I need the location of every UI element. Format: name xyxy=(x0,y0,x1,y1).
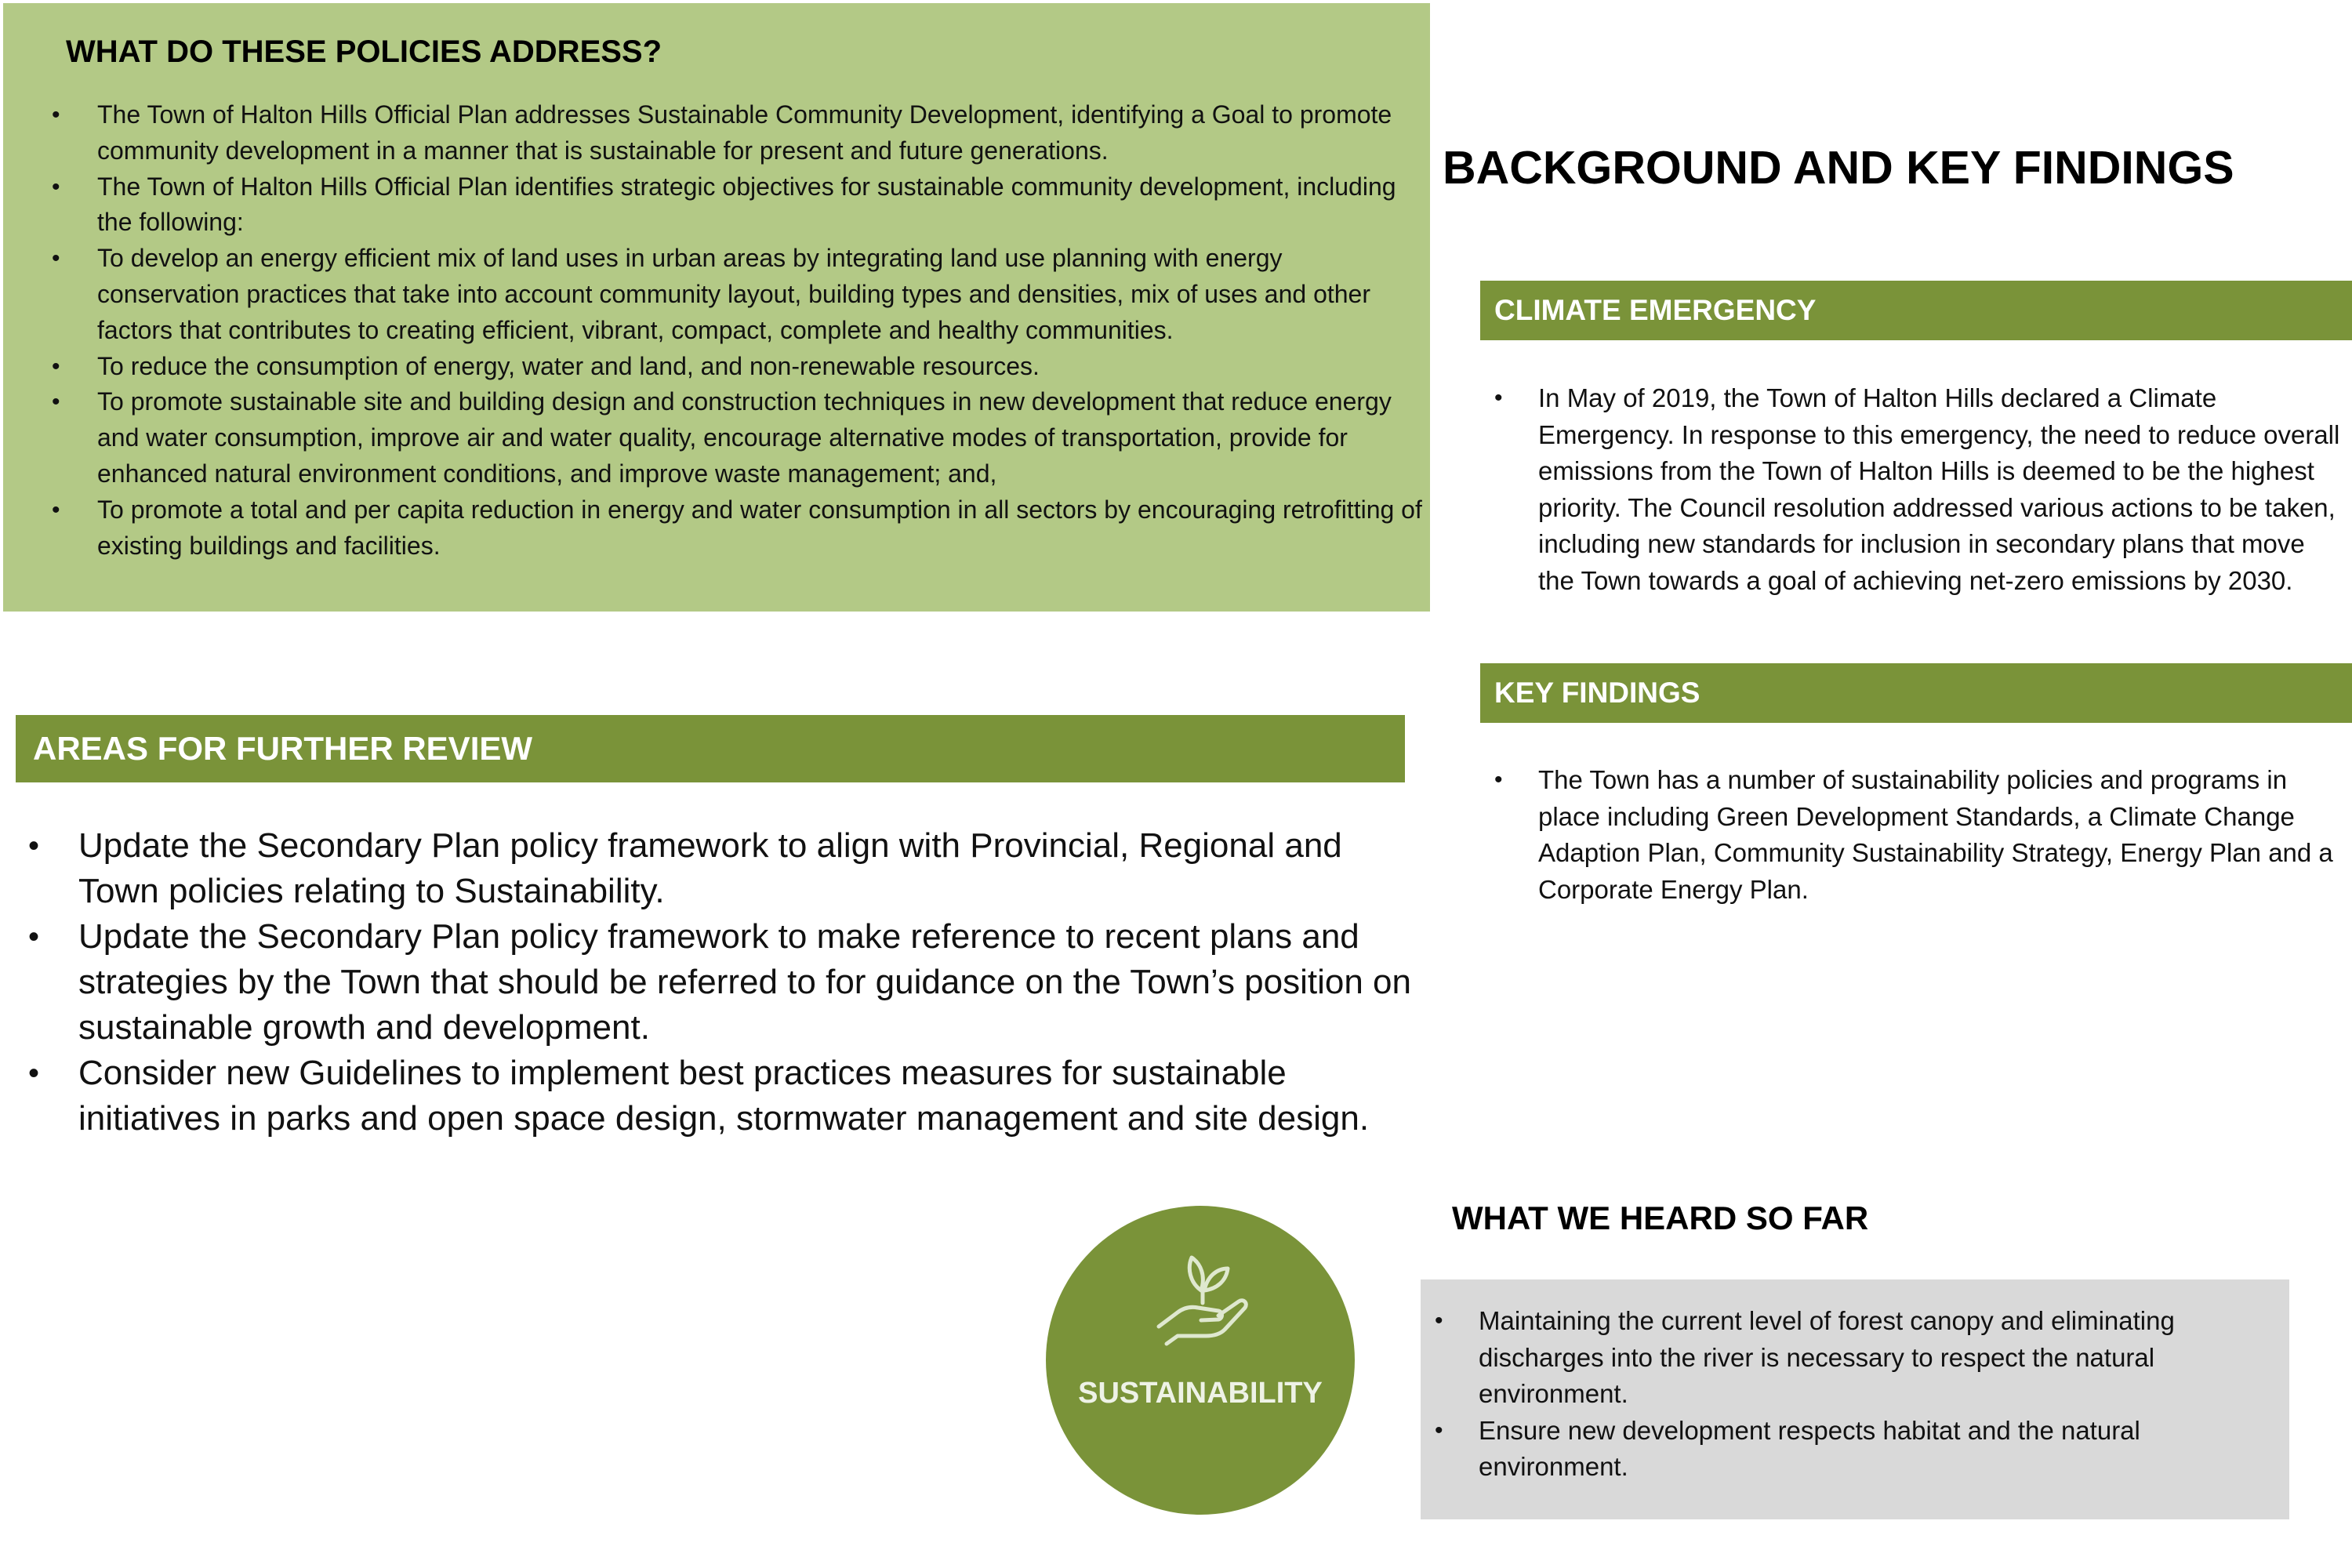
climate-emergency-list xyxy=(1538,380,2346,599)
what-we-heard-title: WHAT WE HEARD SO FAR xyxy=(1452,1200,1869,1236)
what-we-heard-item: • Ensure new development respects habitat and the natural environment. xyxy=(1479,1413,2270,1486)
policies-item: • To reduce the consumption of energy, water and land, and non-renewable resources. xyxy=(97,349,1422,385)
further-review-item: • Consider new Guidelines to implement best practices measures for sustainable initiatives in parks and open space design, stormwater management and site design. xyxy=(78,1051,1411,1142)
further-review-list xyxy=(78,823,1411,1142)
policies-item: • To promote sustainable site and building design and construction techniques in new development that reduce energy and water consumption, improve air and water quality, encourage alternative modes of transportation, provide for enhanced natural environment conditions, and improve waste management; and, xyxy=(97,384,1422,492)
hand-with-leaves-icon xyxy=(1143,1234,1261,1352)
further-review-heading: AREAS FOR FURTHER REVIEW xyxy=(16,715,1405,782)
what-we-heard-list xyxy=(1479,1303,2270,1486)
what-we-heard-box xyxy=(1421,1279,2289,1519)
policies-box xyxy=(3,3,1430,612)
policies-item: • The Town of Halton Hills Official Plan addresses Sustainable Community Development, identifying a Goal to promote community development in a manner that is sustainable for present and future generations. xyxy=(97,97,1422,169)
key-findings-heading: KEY FINDINGS xyxy=(1480,663,2352,723)
policies-item: • To develop an energy efficient mix of land uses in urban areas by integrating land use planning with energy conservation practices that take into account community layout, building types and densities, mix of uses and other factors that contributes to creating efficient, vibrant, compact, complete and healthy communities. xyxy=(97,241,1422,348)
key-findings-item: • The Town has a number of sustainability policies and programs in place including Green Development Standards, a Climate Change Adaption Plan, Community Sustainability Strategy, Energy Plan and a Corporate Energy Plan. xyxy=(1538,762,2346,908)
policies-list xyxy=(97,97,1422,564)
climate-emergency-heading: CLIMATE EMERGENCY xyxy=(1480,281,2352,340)
sustainability-badge xyxy=(1046,1206,1355,1515)
background-title: BACKGROUND AND KEY FINDINGS xyxy=(1443,142,2234,194)
sustainability-label: SUSTAINABILITY xyxy=(1078,1377,1323,1410)
policies-item: • The Town of Halton Hills Official Plan identifies strategic objectives for sustainable community development, including the following: xyxy=(97,169,1422,241)
policies-item: • To promote a total and per capita reduction in energy and water consumption in all sectors by encouraging retrofitting of existing buildings and facilities. xyxy=(97,492,1422,564)
policies-title: WHAT DO THESE POLICIES ADDRESS? xyxy=(66,34,662,69)
climate-emergency-item: • In May of 2019, the Town of Halton Hills declared a Climate Emergency. In response to this emergency, the need to reduce overall emissions from the Town of Halton Hills is deemed to be the highest priority. The Council resolution addressed various actions to be taken, including new standards for inclusion in secondary plans that move the Town towards a goal of achieving net-zero emissions by 2030. xyxy=(1538,380,2346,599)
key-findings-list xyxy=(1538,762,2346,908)
what-we-heard-item: • Maintaining the current level of forest canopy and eliminating discharges into the river is necessary to respect the natural environment. xyxy=(1479,1303,2270,1413)
further-review-item: • Update the Secondary Plan policy framework to make reference to recent plans and strategies by the Town that should be referred to for guidance on the Town’s position on sustainable growth and development. xyxy=(78,914,1411,1051)
further-review-item: • Update the Secondary Plan policy framework to align with Provincial, Regional and Town policies relating to Sustainability. xyxy=(78,823,1411,914)
